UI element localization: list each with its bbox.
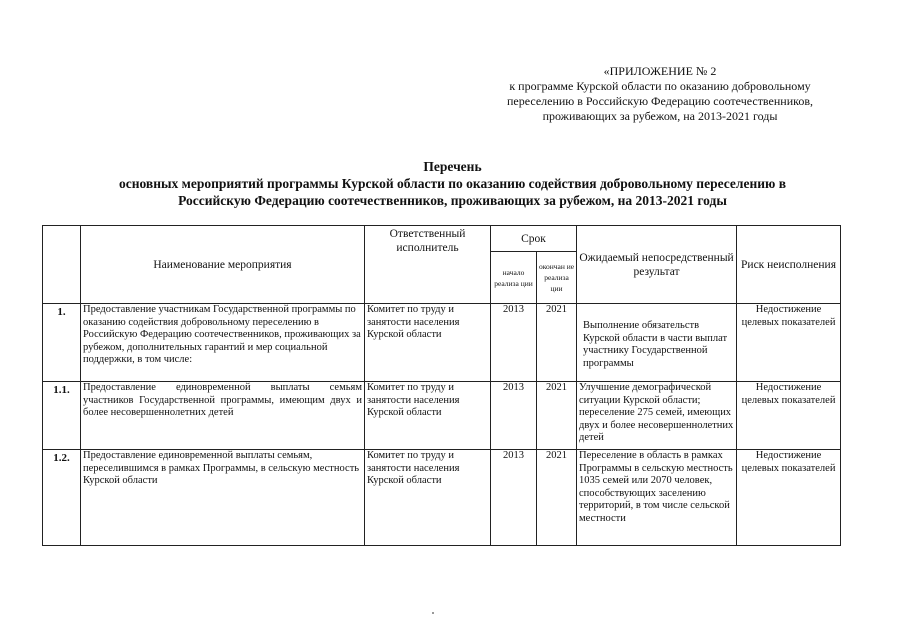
appendix-line: переселению в Российскую Федерацию соотечественников, [506,94,814,108]
header-result: Ожидаемый непосредственный результат [577,226,737,304]
row-end: 2021 [537,382,577,450]
table-row [43,304,841,382]
row-result: Переселение в область в рамках Программы в сельскую местность 1035 семей или 2070 человек, способствующих заселению территорий, в том числе сельской местности [577,450,737,546]
table-row [43,382,841,450]
appendix-header [470,64,850,124]
row-end: 2021 [537,450,577,546]
header-start: начало реализа ции [491,252,537,304]
title-line: Российскую Федерацию соотечественников, проживающих за рубежом, на 2013-2021 годы [178,193,727,208]
row-name: Предоставление единовременной выплаты семьям участников Государственной программы, имеющим двух и более несовершеннолетних детей [81,382,365,450]
header-name: Наименование мероприятия [81,226,365,304]
document-title [40,158,865,209]
appendix-title: «ПРИЛОЖЕНИЕ № 2 [603,64,717,78]
row-risk: Недостижение целевых показателей [737,304,841,382]
row-result: Выполнение обязательств Курской области в части выплат участнику Государственной программы [577,304,737,382]
header-num [43,226,81,304]
scan-speck [432,612,434,614]
row-name: Предоставление единовременной выплаты семьям, переселившимся в рамках Программы, в сельскую местность Курской области [81,450,365,546]
row-risk: Недостижение целевых показателей [737,450,841,546]
row-risk: Недостижение целевых показателей [737,382,841,450]
row-start: 2013 [491,304,537,382]
row-name: Предоставление участникам Государственной программы по оказанию содействия добровольному переселению в Российскую Федерацию соотечественников, проживающих за рубежом, дополнительных гарантий и мер социальной поддержки, в том числе: [81,304,365,382]
row-number: 1. [43,304,81,382]
row-number: 1.2. [43,450,81,546]
table-row [43,450,841,546]
row-executor: Комитет по труду и занятости населения Курской области [365,450,491,546]
measures-table [42,225,841,546]
appendix-line: к программе Курской области по оказанию добровольному [509,79,811,93]
appendix-line: проживающих за рубежом, на 2013-2021 годы [542,109,778,123]
row-executor: Комитет по труду и занятости населения Курской области [365,304,491,382]
header-term: Срок [491,226,577,252]
header-executor: Ответственный исполнитель [365,226,491,304]
row-result: Улучшение демографической ситуации Курской области; переселение 275 семей, имеющих двух и более несовершеннолетних детей [577,382,737,450]
row-start: 2013 [491,450,537,546]
header-row [43,226,841,252]
row-end: 2021 [537,304,577,382]
row-start: 2013 [491,382,537,450]
header-end: окончан ие реализа ции [537,252,577,304]
title-line: основных мероприятий программы Курской области по оказанию содействия добровольному переселению в [119,176,786,191]
row-executor: Комитет по труду и занятости населения Курской области [365,382,491,450]
title-line: Перечень [423,159,482,174]
header-risk: Риск неисполнения [737,226,841,304]
row-number: 1.1. [43,382,81,450]
